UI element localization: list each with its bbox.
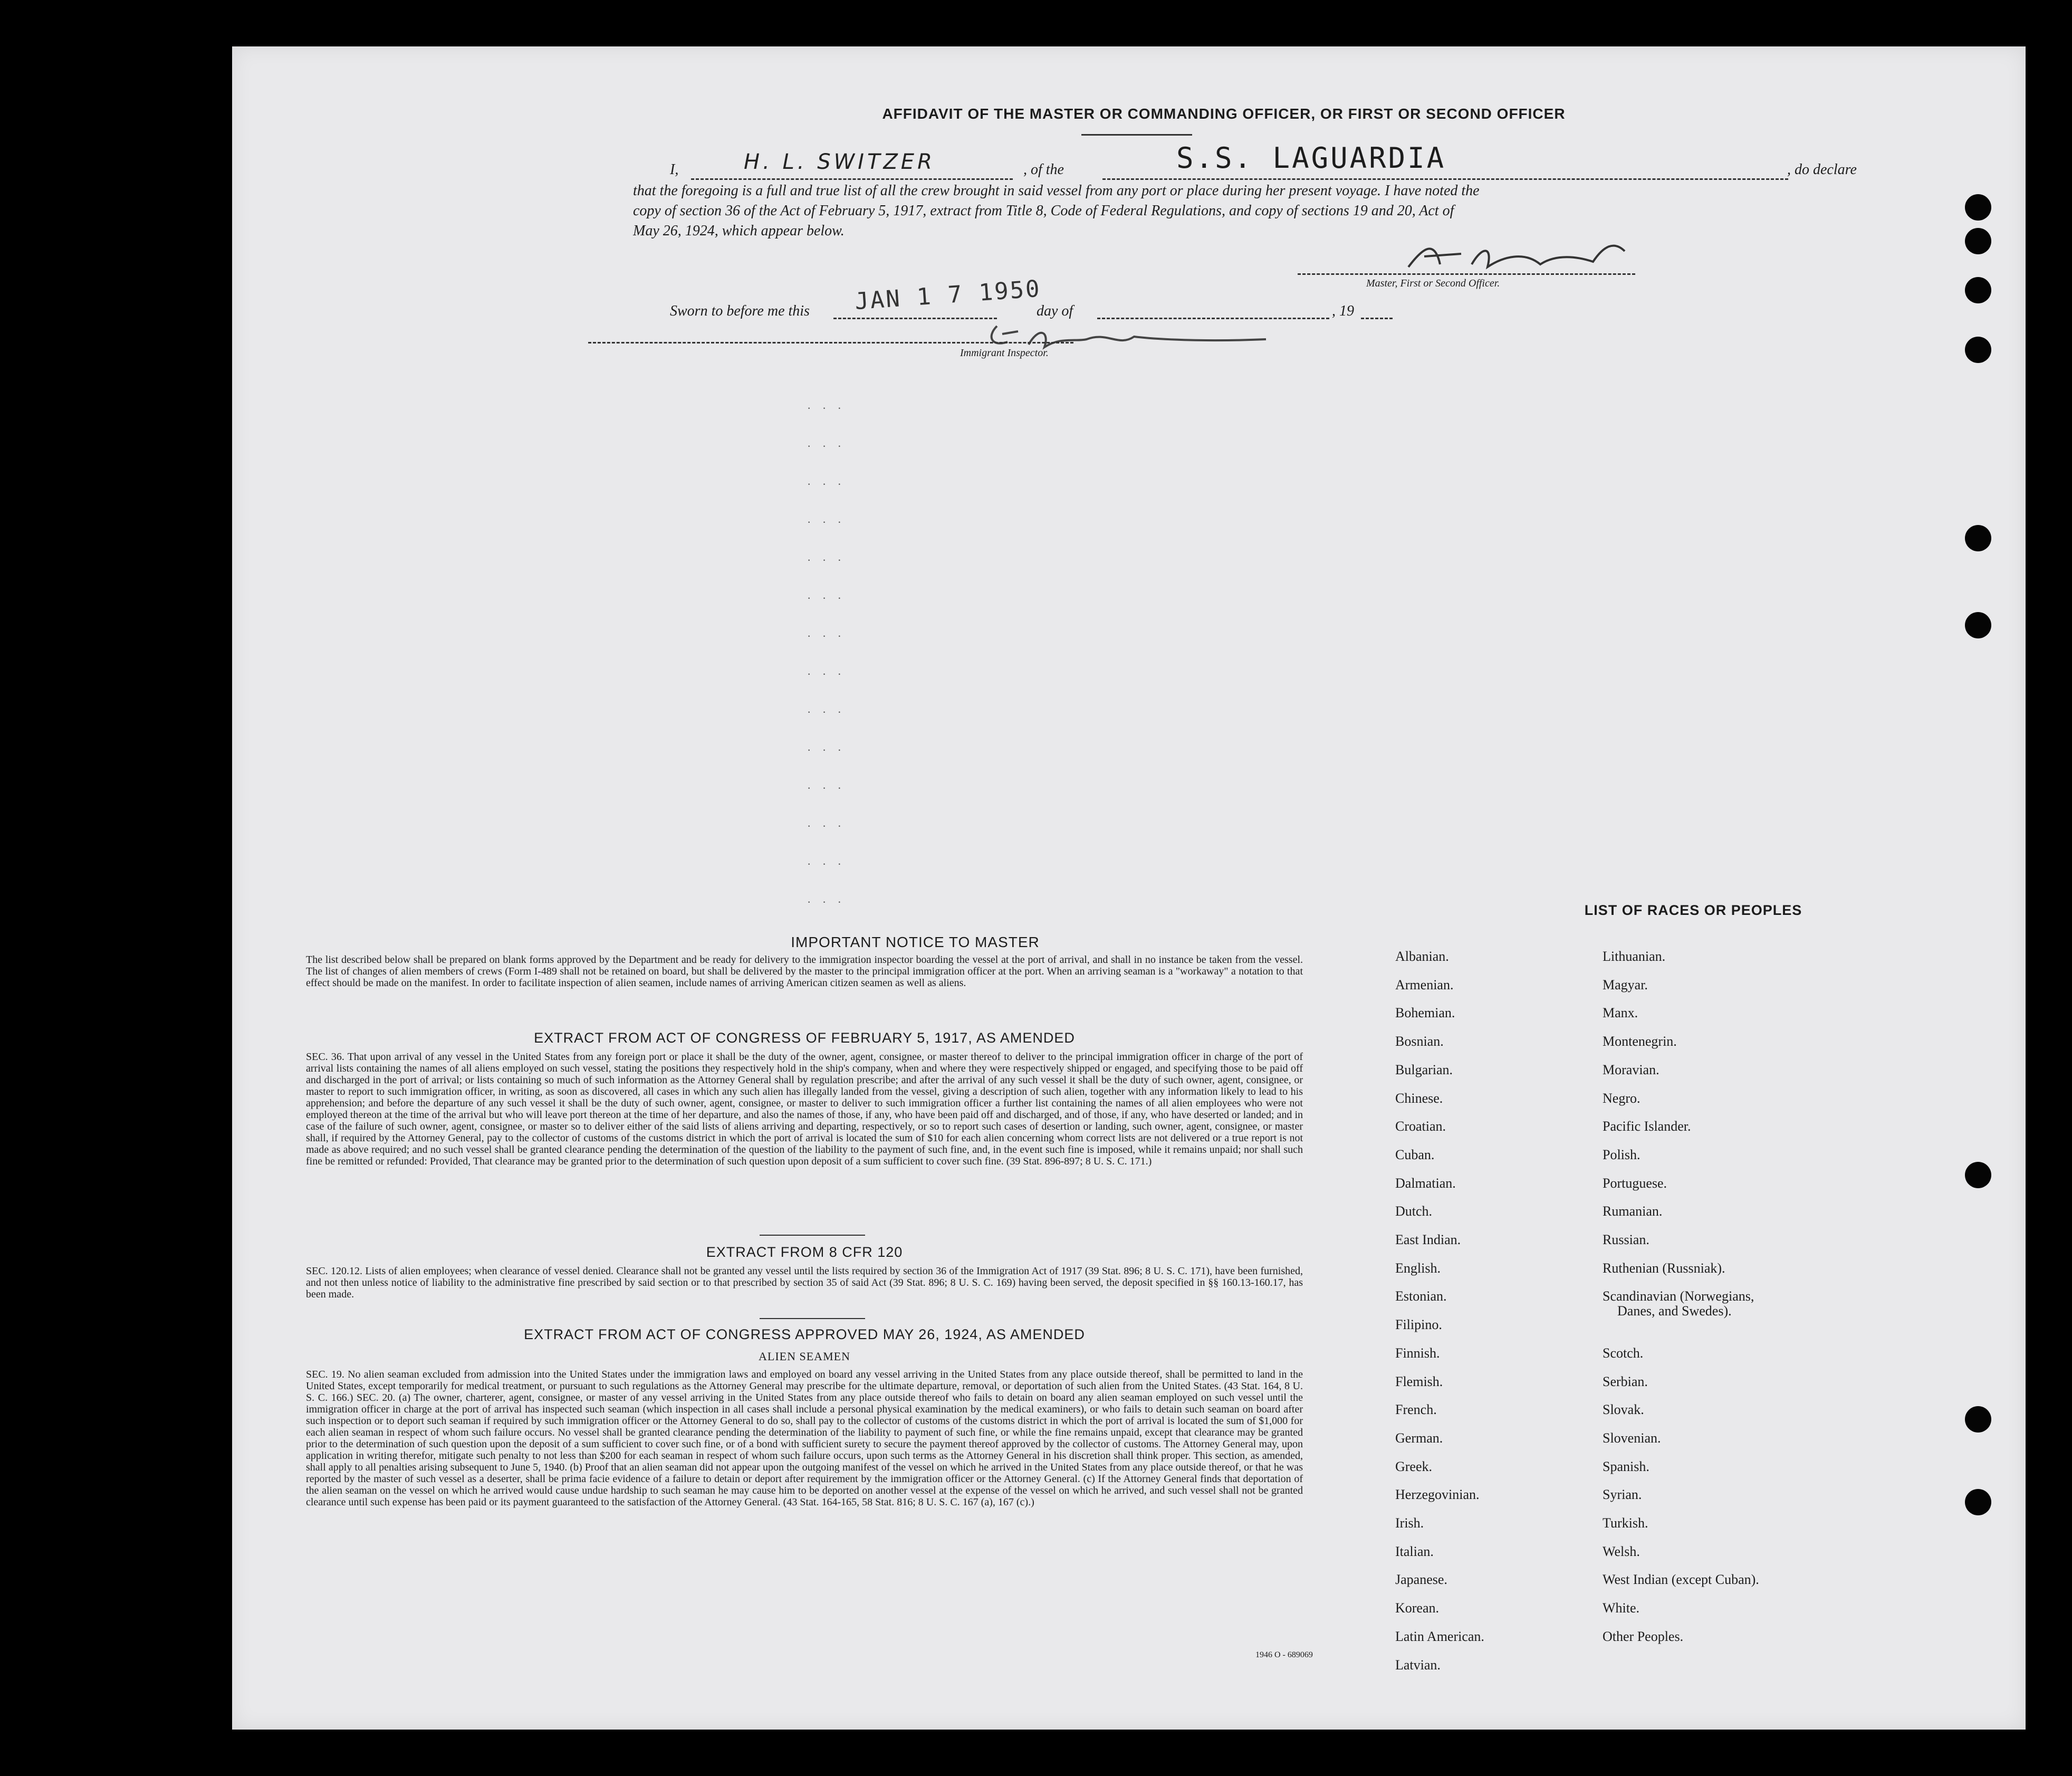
extract-cfr-title: EXTRACT FROM 8 CFR 120 [706,1244,903,1260]
race-item: Ruthenian (Russniak). [1603,1260,1725,1276]
race-item: East Indian. [1395,1232,1461,1247]
race-item: Cuban. [1395,1147,1435,1162]
race-item: English. [1395,1260,1441,1276]
affidavit-title: AFFIDAVIT OF THE MASTER OR COMMANDING OFFICER, OR FIRST OR SECOND OFFICER [882,106,1566,122]
race-item: Armenian. [1395,977,1454,992]
binder-hole-7 [1965,1162,1991,1188]
race-item: Danes, and Swedes). [1617,1303,1732,1319]
do-declare-label: , do declare [1787,161,1857,178]
vessel-name-line [1102,178,1788,180]
binder-hole-2 [1965,228,1991,254]
binder-hole-1 [1965,194,1991,221]
race-item: Bosnian. [1395,1034,1444,1049]
race-item: Moravian. [1603,1062,1659,1077]
affidavit-body-line2: copy of section 36 of the Act of February 5, 1917, extract from Title 8, Code of Federal Regulations, and copy of sections 19 and 20, Act of [633,203,1454,219]
1924-rule [760,1318,865,1319]
race-item: Chinese. [1395,1090,1443,1106]
sworn-label: Sworn to before me this [670,303,810,319]
affidavit-i-label: I, [670,161,679,178]
vessel-name: S.S. LAGUARDIA [1176,141,1446,175]
binder-hole-8 [1965,1406,1991,1433]
race-item: Dalmatian. [1395,1175,1456,1191]
race-item: French. [1395,1402,1437,1418]
notice-text: The list described below shall be prepared on blank forms approved by the Department and be ready for delivery to the immigration inspector boarding the vessel at the port of arrival, and shall in no instance be taken from the vessel. The list of changes of alien members of crews (Form I-489 shall not be retained on board, but shall be delivered by the master to the principal immigration officer at the port. When an arriving seaman is a "workaway" a notation to that effect should be made on the manifest. In order to facilitate inspection of alien seamen, include names of arriving American citizen seamen as well as aliens. [306,954,1303,989]
race-item: Turkish. [1603,1515,1648,1531]
race-item: Serbian. [1603,1373,1648,1389]
race-item: Dutch. [1395,1204,1433,1219]
race-item: Slovenian. [1603,1430,1661,1446]
of-the-label: , of the [1023,161,1064,178]
race-item: Albanian. [1395,949,1449,964]
race-item: Herzegovinian. [1395,1487,1480,1503]
race-item: Manx. [1603,1005,1638,1021]
signature-line [1298,273,1635,275]
affidavit-body-line3: May 26, 1924, which appear below. [633,223,845,239]
affidavit-body-line1: that the foregoing is a full and true list of all the crew brought in said vessel from any port or place during her present voyage. I have noted the [633,183,1480,199]
race-item: Syrian. [1603,1487,1642,1503]
race-item: Greek. [1395,1458,1433,1474]
race-item: Latin American. [1395,1628,1484,1644]
race-item: West Indian (except Cuban). [1603,1572,1759,1588]
extract-1924-text: SEC. 19. No alien seaman excluded from admission into the United States under the immigration laws and employed on board any vessel arriving in the United States from any place outside thereof, shall be permitted to land in the United States, except temporarily for medical treatment, or pursuant to such regulations as the Attorney General may prescribe for the ultimate departure, removal, or deportation of such alien from the United States. (43 Stat. 164, 8 U. S. C. 166.) SEC. 20. (a) The owner, charterer, agent, consignee, or master of any vessel arriving in the United States from any place outside thereof who fails to detain on board any alien seaman employed on such vessel until the immigration officer in charge at the port of arrival has inspected such seaman (which inspection in all cases shall include a personal physical examination by the medical examiners), or who fails to detain such seaman on board after such inspection or to deport such seaman if required by such immigration officer or the Attorney General to do so, shall pay to the collector of customs of the customs district in which the port of arrival is located the sum of $1,000 for each alien seaman in respect of whom such failure occurs. No vessel shall be granted clearance pending the determination of the liability to payment of such fine, or while the fine remains unpaid, except that clearance may be granted prior to the determination of such question upon the deposit of a sum sufficient to cover such fine, or of a bond with sufficient surety to secure the payment thereof approved by the collector of customs. The Attorney General may, upon application in writing therefor, mitigate such penalty to not less than $200 for each seaman in respect of whom such failure occurs, upon such terms as the Attorney General in his discretion shall think proper. This section, as amended, shall apply to all penalties arising subsequent to June 5, 1940. (b) Proof that an alien seaman did not appear upon the outgoing manifest of the vessel on which he arrived in the United States from any place outside thereof, or that he was reported by the master of such vessel as a deserter, shall be prima facie evidence of a failure to detain or deport after requirement by the immigration officer or the Attorney General. (c) If the Attorney General finds that deportation of the alien seaman on the vessel on which he arrived would cause undue hardship to such seaman he may cause him to be deported on another vessel at the expense of the vessel on which he arrived, and such vessel shall not be granted clearance until such expense has been paid or its payment guaranteed to the satisfaction of the Attorney General. (43 Stat. 164-165, 58 Stat. 816; 8 U. S. C. 167 (a), 167 (c).) [306,1369,1303,1508]
race-item: Pacific Islander. [1603,1119,1691,1134]
race-item: Slovak. [1603,1402,1644,1418]
master-name-line [691,178,1013,180]
races-title: LIST OF RACES OR PEOPLES [1584,902,1802,918]
footer-code: 1946 O - 689069 [1255,1650,1313,1659]
extract-1924-subtitle: ALIEN SEAMEN [759,1350,850,1363]
cfr-rule [760,1235,865,1236]
notice-title: IMPORTANT NOTICE TO MASTER [791,934,1040,950]
extract-cfr-text: SEC. 120.12. Lists of alien employees; when clearance of vessel denied. Clearance shall not be granted any vessel until the lists required by section 36 of the Immigration Act of 1917 (39 Stat. 896; 8 U. S. C. 171), have been furnished, and not then unless notice of liability to the administrative fine prescribed by said section or to that prescribed by section 35 of said Act (39 Stat. 896; 8 U. S. C. 169) having been served, the deposit specified in §§ 160.13-160.17, has been made. [306,1265,1303,1300]
race-item: Lithuanian. [1603,949,1666,964]
master-signature [1403,235,1635,278]
sworn-date-stamp: JAN 1 7 1950 [853,275,1042,316]
binder-hole-9 [1965,1489,1991,1515]
race-item: German. [1395,1430,1443,1446]
race-item: Welsh. [1603,1543,1640,1559]
title-rule [1081,134,1192,136]
race-item: Irish. [1395,1515,1424,1531]
day-of-label: day of [1037,303,1073,319]
race-item: Rumanian. [1603,1204,1663,1219]
extract-1917-title: EXTRACT FROM ACT OF CONGRESS OF FEBRUARY 5, 1917, AS AMENDED [534,1030,1075,1046]
master-signature-label: Master, First or Second Officer. [1366,278,1500,289]
race-item: Spanish. [1603,1458,1649,1474]
year-label: , 19 [1332,303,1354,319]
race-item: Scandinavian (Norwegians, [1603,1288,1754,1304]
year-line [1361,318,1393,319]
race-item: Russian. [1603,1232,1649,1247]
binder-hole-3 [1965,277,1991,303]
document-page [232,46,2026,1730]
race-item: Estonian. [1395,1288,1447,1304]
faint-marks: · · · · · · · · · · · · · · · · · · · · · · · · · · · · · · · · · · · · · · · · · · [807,402,846,909]
race-item: Magyar. [1603,977,1648,992]
race-item: Other Peoples. [1603,1628,1684,1644]
race-item: Polish. [1603,1147,1641,1162]
race-item: Italian. [1395,1543,1434,1559]
binder-hole-4 [1965,337,1991,363]
sworn-date-line [833,318,997,319]
race-item: Scotch. [1603,1345,1644,1361]
extract-1924-title: EXTRACT FROM ACT OF CONGRESS APPROVED MAY 26, 1924, AS AMENDED [524,1326,1085,1342]
binder-hole-6 [1965,612,1991,638]
inspector-label: Immigrant Inspector. [960,347,1049,359]
race-item: Bohemian. [1395,1005,1455,1021]
race-item: White. [1603,1600,1640,1616]
race-item: Latvian. [1395,1657,1441,1673]
race-item: Negro. [1603,1090,1641,1106]
race-item: Montenegrin. [1603,1034,1677,1049]
race-item: Bulgarian. [1395,1062,1453,1077]
extract-1917-text: SEC. 36. That upon arrival of any vessel in the United States from any foreign port or place it shall be the duty of the owner, agent, consignee, or master thereof to deliver to the principal immigration officer in charge of the port of arrival lists containing the names of all aliens employed on such vessel, stating the positions they respectively hold in the ship's company, when and where they were respectively shipped or engaged, and specifying those to be paid off and discharged in the port of arrival; or lists containing so much of such information as the Attorney General shall by regulation prescribe; and after the arrival of any such vessel it shall be the duty of such owner, agent, consignee, or master to report to such immigration officer, in writing, as soon as discovered, all cases in which any such alien has illegally landed from the vessel, giving a description of such alien, together with any information likely to lead to his apprehension; and before the departure of any such vessel it shall be the duty of such owner, agent, consignee, or master to deliver to such immigration officer a further list containing the names of all alien employees who were not employed thereon at the time of the arrival but who will leave port thereon at the time of her departure, and also the names of those, if any, who have been paid off and discharged, and of those, if any, who have deserted or landed; and in case of the failure of such owner, agent, consignee, or master so to deliver either of the said lists of aliens arriving and departing, respectively, or so to report such cases of desertion or landing, such owner, agent, consignee, or master shall, if required by the Attorney General, pay to the collector of customs of the customs district in which the port of arrival is located the sum of $10 for each alien concerning whom correct lists are not delivered or a true report is not made as above required; and no such vessel shall be granted clearance pending the determination of the question of the liability to the payment of such fine, and, in the event such fine is imposed, while it remains unpaid; nor shall such fine be remitted or refunded: Provided, That clearance may be granted prior to the determination of such question upon deposit of a sum sufficient to cover such fine. (39 Stat. 896-897; 8 U. S. C. 171.) [306,1051,1303,1167]
binder-hole-5 [1965,525,1991,551]
race-item: Flemish. [1395,1373,1443,1389]
master-name: H. L. SWITZER [744,150,935,174]
race-item: Finnish. [1395,1345,1440,1361]
race-item: Korean. [1395,1600,1440,1616]
race-item: Portuguese. [1603,1175,1667,1191]
inspector-line [588,342,1073,343]
race-item: Japanese. [1395,1572,1447,1588]
race-item: Croatian. [1395,1119,1446,1134]
race-item: Filipino. [1395,1317,1442,1333]
